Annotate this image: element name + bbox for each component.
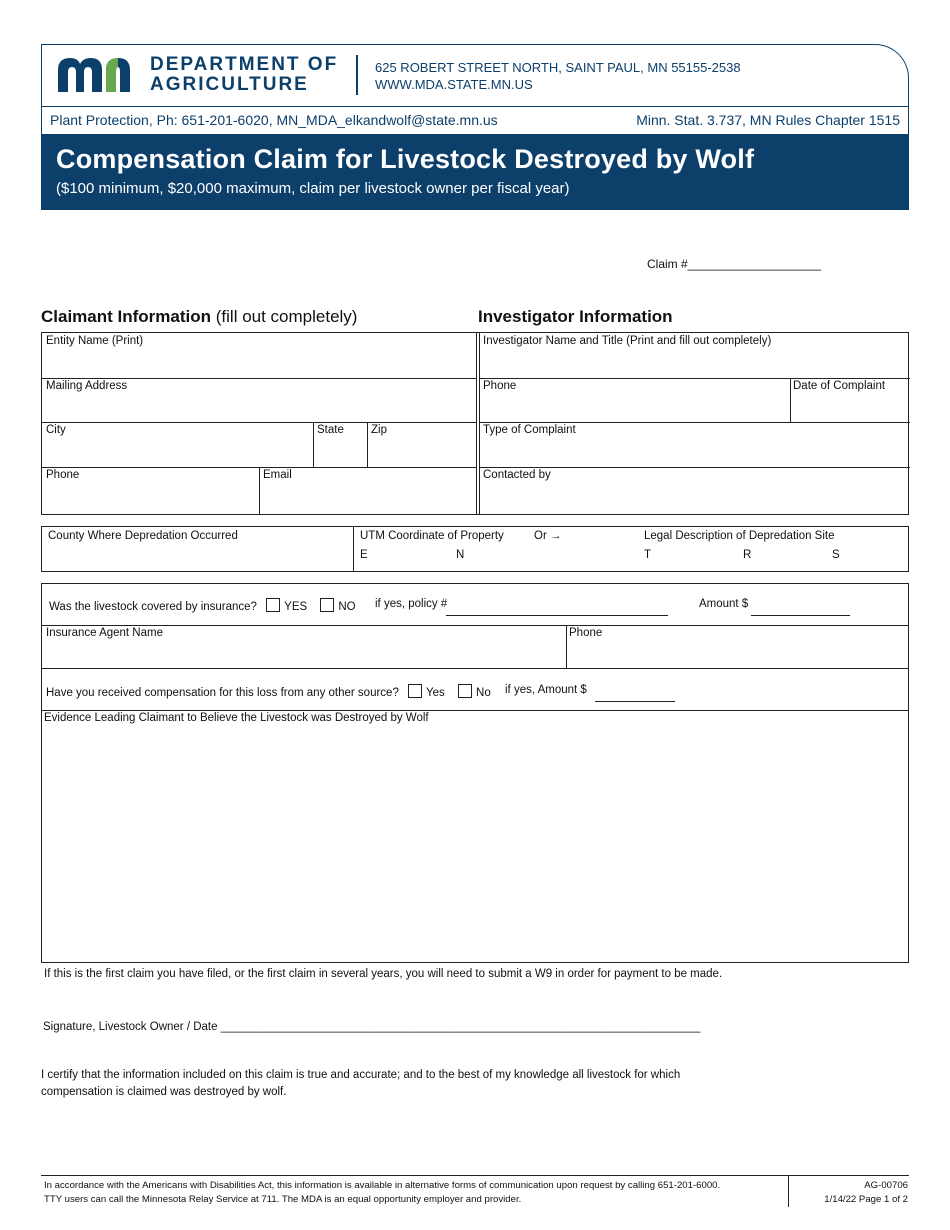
page-subtitle: ($100 minimum, $20,000 maximum, claim per livestock owner per fiscal year): [56, 180, 570, 197]
other-compensation-row: [46, 684, 491, 699]
insurance-question: Was the livestock covered by insurance?: [49, 601, 257, 613]
section-label: S: [832, 549, 840, 561]
row-line: [42, 625, 908, 626]
state-field[interactable]: State: [317, 424, 344, 436]
type-of-complaint-field[interactable]: Type of Complaint: [483, 424, 576, 436]
insurance-yes-checkbox[interactable]: [266, 598, 280, 612]
investigator-phone-field[interactable]: Phone: [483, 380, 517, 392]
footer-rule: [41, 1175, 909, 1176]
agency-header: [41, 44, 909, 106]
title-banner: [41, 134, 909, 210]
address-line: 625 ROBERT STREET NORTH, SAINT PAUL, MN 55155-2538: [375, 60, 741, 75]
row-line: [480, 467, 910, 468]
insurance-no-checkbox[interactable]: [320, 598, 334, 612]
cell-line: [313, 422, 314, 467]
form-number: AG-00706: [864, 1180, 908, 1191]
utm-e-label: E: [360, 549, 368, 561]
location-table: [41, 526, 909, 572]
claimant-heading-note: (fill out completely): [215, 307, 358, 326]
zip-field[interactable]: Zip: [371, 424, 387, 436]
investigator-name-field[interactable]: Investigator Name and Title (Print and fill out completely): [483, 335, 772, 347]
page-title: Compensation Claim for Livestock Destroyed by Wolf: [56, 144, 755, 174]
row-line: [480, 422, 910, 423]
claimant-phone-field[interactable]: Phone: [46, 469, 80, 481]
other-comp-amount-label: if yes, Amount $: [505, 684, 587, 696]
row-line: [42, 710, 908, 711]
other-comp-yes-checkbox[interactable]: [408, 684, 422, 698]
evidence-field[interactable]: Evidence Leading Claimant to Believe the Livestock was Destroyed by Wolf: [44, 712, 429, 724]
cell-line: [367, 422, 368, 467]
cell-line: [353, 527, 354, 571]
agent-phone-field[interactable]: Phone: [569, 627, 603, 639]
dept-line-1: DEPARTMENT OF: [150, 54, 339, 75]
policy-input[interactable]: [446, 615, 668, 616]
range-label: R: [743, 549, 752, 561]
row-line: [42, 422, 476, 423]
claimant-heading-text: Claimant Information: [41, 307, 212, 326]
or-arrow-label: Or →: [534, 530, 562, 542]
policy-label: if yes, policy #: [375, 598, 448, 610]
entity-name-field[interactable]: Entity Name (Print): [46, 335, 144, 347]
township-label: T: [644, 549, 652, 561]
header-divider: [356, 55, 358, 95]
ada-line-1: In accordance with the Americans with Disabilities Act, this information is available in alternative forms of communication upon request by calling 651-201-6000.: [44, 1180, 721, 1191]
agency-address: [375, 59, 741, 93]
claimant-heading: [41, 307, 357, 327]
mda-logo-icon: [58, 56, 136, 92]
utm-n-label: N: [456, 549, 465, 561]
contact-bar: [41, 106, 909, 134]
claim-number-field[interactable]: Claim #____________________: [647, 257, 822, 271]
investigator-heading: Investigator Information: [478, 307, 673, 326]
cell-line: [259, 467, 260, 514]
insurance-evidence-table: [41, 583, 909, 963]
signature-line[interactable]: Signature, Livestock Owner / Date ___________________________________________________________________________: [43, 1021, 701, 1033]
column-divider: [476, 333, 480, 514]
insurance-amount-input[interactable]: [751, 615, 850, 616]
county-field[interactable]: County Where Depredation Occurred: [48, 530, 238, 542]
page-number: 1/14/22 Page 1 of 2: [824, 1194, 908, 1205]
insurance-amount-label: Amount $: [699, 598, 749, 610]
claimant-investigator-table: [41, 332, 909, 515]
department-name: [150, 55, 338, 95]
dept-line-2: AGRICULTURE: [150, 74, 309, 95]
ada-notice: [44, 1179, 720, 1207]
w9-note: If this is the first claim you have filed, or the first claim in several years, you will need to submit a W9 in order for payment to be made.: [44, 968, 723, 980]
date-of-complaint-field[interactable]: Date of Complaint: [793, 380, 886, 392]
form-info: [824, 1179, 908, 1207]
mailing-address-field[interactable]: Mailing Address: [46, 380, 128, 392]
insurance-question-row: [49, 598, 356, 613]
plant-protection-contact: Plant Protection, Ph: 651-201-6020, MN_MDA_elkandwolf@state.mn.us: [50, 112, 498, 128]
city-field[interactable]: City: [46, 424, 66, 436]
other-comp-question: Have you received compensation for this loss from any other source?: [46, 687, 399, 699]
insurance-no-label: NO: [338, 601, 356, 613]
legal-description-field[interactable]: Legal Description of Depredation Site: [644, 530, 835, 542]
certify-line-2: compensation is claimed was destroyed by wolf.: [41, 1086, 287, 1098]
email-field[interactable]: Email: [263, 469, 292, 481]
row-line: [42, 378, 476, 379]
cell-line: [790, 378, 791, 422]
certification-statement: [41, 1067, 680, 1101]
row-line: [42, 668, 908, 669]
other-comp-amount-input[interactable]: [595, 701, 675, 702]
ada-line-2: TTY users can call the Minnesota Relay Service at 711. The MDA is an equal opportunity employer and provider.: [44, 1194, 522, 1205]
footer-divider: [788, 1175, 789, 1207]
insurance-yes-label: YES: [284, 601, 308, 613]
contacted-by-field[interactable]: Contacted by: [483, 469, 551, 481]
other-comp-no-checkbox[interactable]: [458, 684, 472, 698]
certify-line-1: I certify that the information included on this claim is true and accurate; and to the best of my knowledge all livestock for which: [41, 1069, 681, 1081]
utm-field[interactable]: UTM Coordinate of Property: [360, 530, 504, 542]
statute-reference: Minn. Stat. 3.737, MN Rules Chapter 1515: [636, 112, 900, 128]
other-comp-no-label: No: [476, 687, 491, 699]
agent-name-field[interactable]: Insurance Agent Name: [46, 627, 163, 639]
cell-line: [566, 625, 567, 668]
other-comp-yes-label: Yes: [426, 687, 445, 699]
website-link[interactable]: WWW.MDA.STATE.MN.US: [375, 77, 533, 92]
row-line: [480, 378, 910, 379]
